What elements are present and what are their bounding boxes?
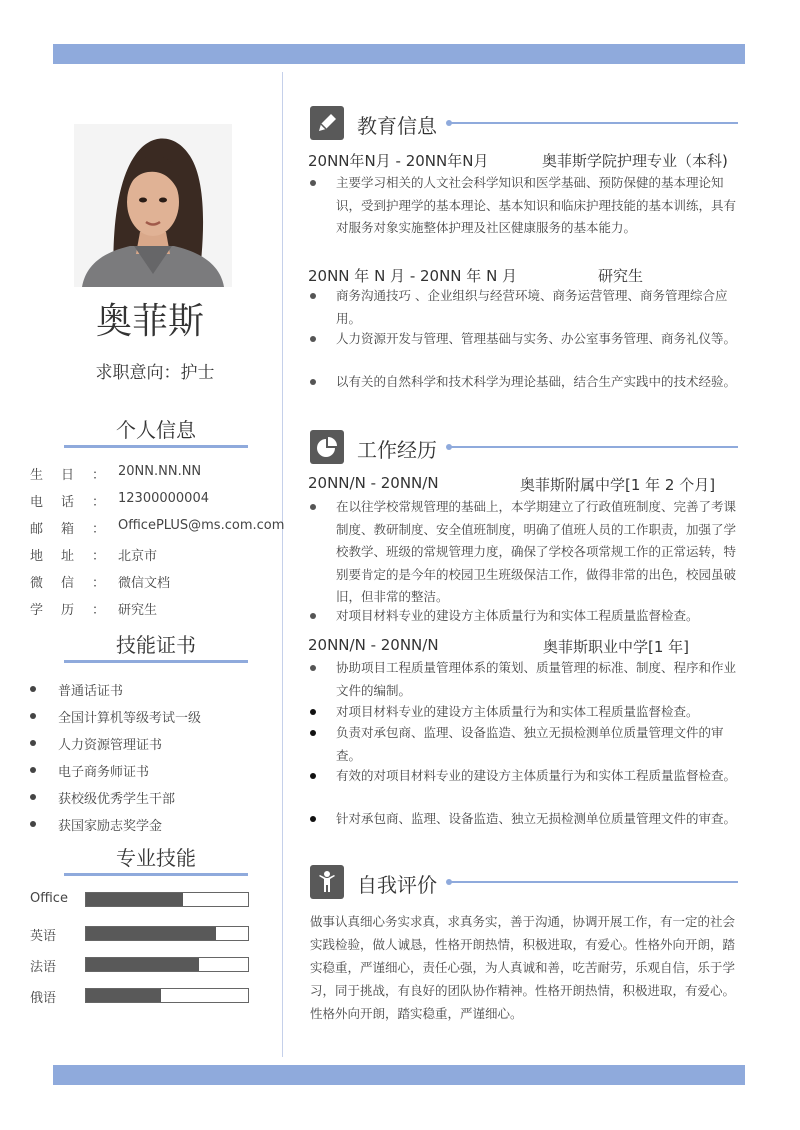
self-eval-text: 做事认真细心务实求真，求真务实，善于沟通，协调开展工作，有一定的社会实践检验，做人诚恳，性格开朗热情，积极进取，有爱心。性格外向开朗，踏实稳重，严谨细心，责任心强，为人真诚和善，吃苦耐劳，乐观自信，乐于学习，同于挑战，有良好的团队协作精神。性格开朗热情，积极进取，有爱心。性格外向开朗，踏实稳重，严谨细心。 — [310, 914, 736, 1021]
column-divider — [282, 72, 283, 1057]
bullet-dot — [30, 821, 36, 827]
info-value: 研究生 — [118, 603, 158, 618]
work-entry-2-bullet: 协助项目工程质量管理体系的策划、质量管理的标准、制度、程序和作业文件的编制。 — [308, 657, 738, 702]
bullet-dot — [30, 794, 36, 800]
personal-info-heading: 个人信息 — [116, 418, 196, 442]
work-entry-1-bullet: 在以往学校常规管理的基础上，本学期建立了行政值班制度、完善了考课制度、教研制度、安全值班制度，明确了值班人员的工作职责，加强了学校教学、班级的常规管理力度，确保了学校各项常规工作的正常运转，特别要肯定的是今年的校园卫生班级保洁工作，做得非常的出色，校园虽破旧，但非常的整洁。 — [308, 496, 738, 609]
education-heading: 教育信息 — [357, 114, 437, 138]
person-icon — [315, 870, 339, 894]
skill-bar-fill — [86, 958, 199, 971]
info-value: 20NN.NN.NN — [118, 464, 202, 479]
skill-name: 法语 — [30, 960, 57, 975]
info-label: 邮箱 — [30, 522, 93, 537]
bullet-dot — [30, 686, 36, 692]
work-heading: 工作经历 — [357, 438, 437, 462]
education-entry-2-bullet: 以有关的自然科学和技术科学为理论基础，结合生产实践中的技术经验。 — [308, 371, 738, 394]
self-eval-heading: 自我评价 — [357, 873, 437, 897]
skills-heading: 专业技能 — [116, 846, 196, 870]
work-entry-1-header — [308, 474, 716, 494]
entry-date: 20NN年N月 - 20NN年N月 — [308, 152, 489, 170]
bottom-accent-bar — [53, 1065, 745, 1085]
entry-org: 奥菲斯职业中学[1 年] — [543, 638, 690, 656]
skill-bar — [85, 988, 249, 1003]
pie-chart-icon — [315, 435, 339, 459]
education-entry-2-bullet: 人力资源开发与管理、管理基础与实务、办公室事务管理、商务礼仪等。 — [308, 328, 738, 351]
entry-date: 20NN/N - 20NN/N — [308, 474, 439, 492]
entry-org: 奥菲斯附属中学[1 年 2 个月] — [520, 476, 716, 494]
skill-bar — [85, 892, 249, 907]
skill-bar — [85, 957, 249, 972]
certificates-underline — [64, 660, 248, 663]
work-icon — [310, 430, 344, 464]
job-intent — [60, 358, 250, 383]
skill-bar-fill — [86, 927, 216, 940]
skill-name: 英语 — [30, 929, 57, 944]
skill-name: 俄语 — [30, 991, 57, 1006]
candidate-name: 奥菲斯 — [95, 301, 204, 342]
skills-underline — [64, 873, 248, 876]
work-entry-2-bullet: 对项目材料专业的建设方主体质量行为和实体工程质量监督检查。 — [308, 701, 738, 724]
entry-org: 奥菲斯学院护理专业（本科) — [542, 152, 728, 170]
education-icon — [310, 106, 344, 140]
self-eval-heading-line — [450, 881, 738, 883]
entry-date: 20NN 年 N 月 - 20NN 年 N 月 — [308, 267, 518, 285]
education-entry-2-header — [308, 265, 644, 286]
personal-info-underline — [64, 445, 248, 448]
self-eval-icon — [310, 865, 344, 899]
work-entry-2-bullet: 有效的对项目材料专业的建设方主体质量行为和实体工程质量监督检查。 — [308, 765, 738, 788]
info-value: 北京市 — [118, 549, 158, 564]
info-value: 12300000004 — [118, 491, 209, 506]
info-label: 生日 — [30, 468, 93, 483]
bullet-dot — [30, 713, 36, 719]
top-accent-bar — [53, 44, 745, 64]
info-label: 微信 — [30, 576, 93, 591]
work-entry-1-bullet: 对项目材料专业的建设方主体质量行为和实体工程质量监督检查。 — [308, 605, 738, 628]
job-intent-label: 求职意向： — [95, 363, 181, 383]
certificates-heading: 技能证书 — [116, 633, 196, 657]
job-intent-value: 护士 — [180, 363, 215, 383]
education-entry-1-bullet: 主要学习相关的人文社会科学知识和医学基础、预防保健的基本理论知识，受到护理学的基本理论、基本知识和临床护理技能的基本训练，具有对服务对象实施整体护理及社区健康服务的基本能力。 — [308, 172, 738, 240]
work-entry-2-bullet: 负责对承包商、监理、设备监造、独立无损检测单位质量管理文件的审查。 — [308, 722, 738, 767]
pencil-icon — [315, 111, 339, 135]
skill-name: Office — [30, 891, 68, 906]
profile-photo — [74, 124, 232, 287]
bullet-dot — [30, 740, 36, 746]
skill-bar-fill — [86, 989, 161, 1002]
work-heading-line — [450, 446, 738, 448]
info-label: 学历 — [30, 603, 93, 618]
education-entry-1-header — [308, 150, 728, 171]
education-entry-2-bullet: 商务沟通技巧 、企业组织与经营环境、商务运营管理、商务管理综合应用。 — [308, 285, 738, 330]
skill-bar — [85, 926, 249, 941]
info-label: 地址 — [30, 549, 93, 564]
bullet-dot — [30, 767, 36, 773]
entry-date: 20NN/N - 20NN/N — [308, 636, 439, 654]
info-value[interactable]: OfficePLUS@ms.com.com — [118, 518, 285, 533]
info-value: 微信文档 — [118, 576, 171, 591]
skill-bar-fill — [86, 893, 183, 906]
entry-org: 研究生 — [598, 267, 644, 285]
work-entry-2-bullet: 针对承包商、监理、设备监造、独立无损检测单位质量管理文件的审查。 — [308, 808, 738, 831]
work-entry-2-header — [308, 636, 690, 656]
info-label: 电话 — [30, 495, 93, 510]
education-heading-line — [450, 122, 738, 124]
